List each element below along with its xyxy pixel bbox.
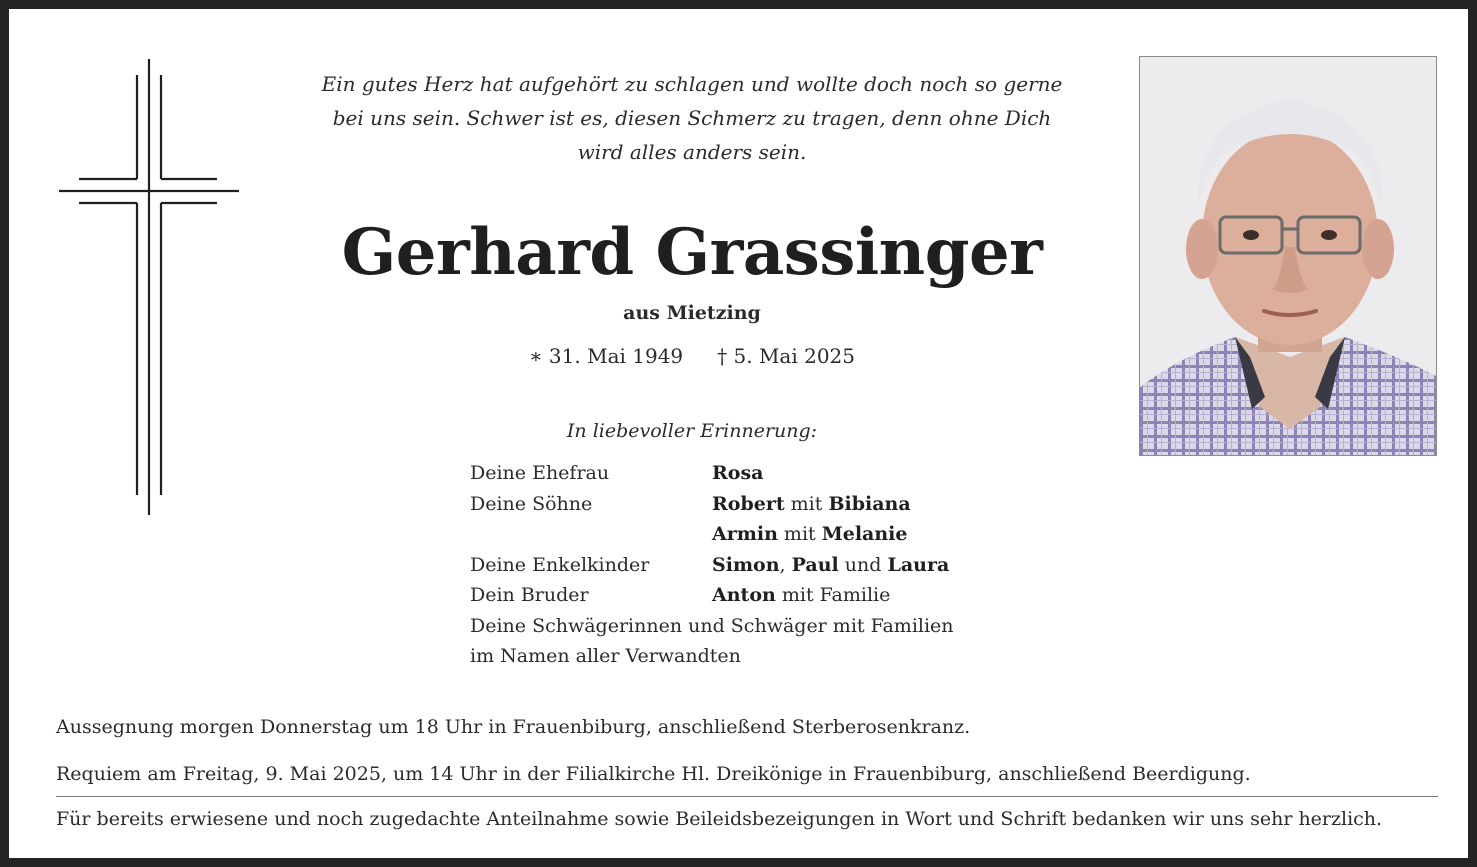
mourner-relation: Deine Söhne [470, 492, 593, 515]
thanks-notice: Für bereits erwiesene und noch zugedachte Anteilnahme sowie Beileidsbezeigungen in Wort und Schrift bedanken wir uns sehr herzlich. [56, 808, 1383, 830]
mourner-relation: Deine Enkelkinder [470, 553, 650, 576]
memorial-verse [259, 67, 1125, 169]
mourner-row: im Namen aller Verwandten [470, 645, 741, 667]
mourners-list [470, 458, 1110, 672]
mourner-connector: mit [777, 523, 822, 545]
mourner-row [470, 519, 1110, 550]
mourner-names [712, 489, 911, 520]
mourner-row [470, 580, 1110, 611]
mourner-relation: Deine Ehefrau [470, 462, 610, 484]
mourner-row [470, 550, 1110, 581]
mourner-connector: mit Familie [775, 584, 891, 606]
birth-date: ∗ 31. Mai 1949 [528, 344, 684, 368]
mourner-connector: und [838, 553, 888, 576]
mourner-name: Melanie [821, 523, 908, 545]
mourner-name: Laura [887, 553, 950, 576]
mourner-row [470, 458, 1110, 489]
mourner-name: Armin [712, 523, 778, 545]
blessing-notice: Aussegnung morgen Donnerstag um 18 Uhr in Frauenbiburg, anschließend Sterberosenkranz. [56, 716, 971, 738]
divider [56, 796, 1438, 797]
verse-line: wird alles anders sein. [577, 140, 807, 164]
mourner-connector: mit [784, 492, 829, 515]
requiem-notice: Requiem am Freitag, 9. Mai 2025, um 14 Uhr in der Filialkirche Hl. Dreikönige in Frauenbiburg, anschließend Beerdigung. [56, 763, 1251, 785]
mourner-name: Anton [712, 584, 776, 606]
mourner-names [712, 519, 907, 550]
mourner-row: Deine Schwägerinnen und Schwäger mit Familien [470, 614, 954, 637]
death-date: † 5. Mai 2025 [717, 344, 856, 368]
memory-heading: In liebevoller Erinnerung: [566, 420, 818, 442]
verse-line: bei uns sein. Schwer ist es, diesen Schmerz zu tragen, denn ohne Dich [332, 106, 1052, 130]
mourner-names [712, 580, 890, 611]
deceased-name: Gerhard Grassinger [341, 215, 1043, 290]
cross-icon [57, 57, 241, 517]
mourner-name: Bibiana [828, 492, 911, 515]
life-dates [259, 341, 1125, 371]
verse-line: Ein gutes Herz hat aufgehört zu schlagen und wollte doch noch so gerne [321, 72, 1063, 96]
mourner-name: Rosa [712, 462, 764, 484]
deceased-origin: aus Mietzing [623, 302, 761, 324]
mourner-name: Paul [791, 553, 839, 576]
mourner-name: Robert [712, 492, 785, 515]
mourner-name: Simon [712, 553, 780, 576]
mourner-connector: , [779, 553, 792, 576]
mourner-relation: Dein Bruder [470, 584, 589, 606]
mourner-row [470, 489, 1110, 520]
mourner-names [712, 550, 949, 581]
mourner-names [712, 458, 763, 489]
portrait-photo [1139, 56, 1437, 456]
